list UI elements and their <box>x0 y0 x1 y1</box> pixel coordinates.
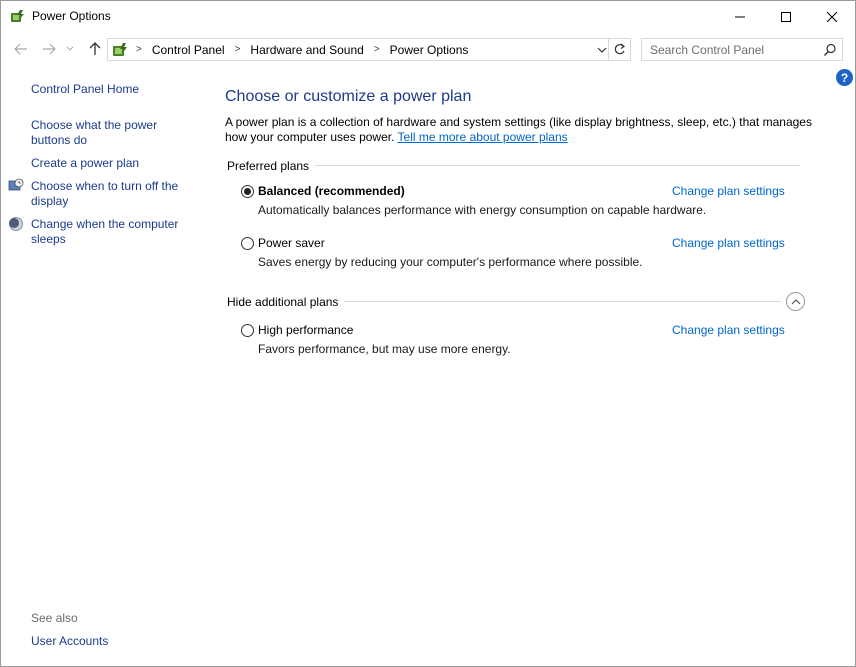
title-bar <box>1 1 855 32</box>
plan-desc-high-performance: Favors performance, but may use more energy. <box>258 342 511 356</box>
section-divider <box>343 301 781 302</box>
control-panel-icon <box>111 41 129 59</box>
search-icon[interactable] <box>822 42 838 58</box>
hide-additional-plans-heading[interactable]: Hide additional plans <box>227 295 344 309</box>
left-pane <box>1 66 211 666</box>
power-options-icon <box>9 8 25 24</box>
up-button[interactable] <box>85 39 105 59</box>
search-box[interactable] <box>641 38 843 61</box>
help-button[interactable]: ? <box>836 69 853 86</box>
tell-me-more-link[interactable]: Tell me more about power plans <box>397 130 568 144</box>
forward-button[interactable] <box>39 39 59 59</box>
change-plan-settings-power-saver[interactable]: Change plan settings <box>672 236 785 250</box>
chevron-right-icon[interactable]: > <box>373 44 380 55</box>
change-plan-settings-high-performance[interactable]: Change plan settings <box>672 323 785 337</box>
chevron-right-icon[interactable]: > <box>136 44 142 55</box>
plan-name-high-performance[interactable]: High performance <box>258 323 354 337</box>
plan-radio-high-performance[interactable] <box>241 324 254 337</box>
crumb-hardware-and-sound[interactable]: Hardware and Sound <box>250 42 364 57</box>
section-divider <box>305 165 800 166</box>
recent-locations-button[interactable] <box>63 39 77 59</box>
maximize-button[interactable] <box>763 1 809 32</box>
plan-name-balanced[interactable]: Balanced (recommended) <box>258 184 405 198</box>
change-plan-settings-balanced[interactable]: Change plan settings <box>672 184 785 198</box>
address-dropdown-button[interactable] <box>594 39 610 60</box>
plan-name-power-saver[interactable]: Power saver <box>258 236 325 250</box>
search-input[interactable] <box>642 39 818 60</box>
back-button[interactable] <box>11 39 31 59</box>
minimize-button[interactable] <box>717 1 763 32</box>
plan-radio-balanced[interactable] <box>241 185 254 198</box>
collapse-button[interactable] <box>786 292 805 311</box>
breadcrumb <box>132 39 468 60</box>
display-clock-icon <box>8 178 24 194</box>
plan-desc-power-saver: Saves energy by reducing your computer's performance where possible. <box>258 255 643 269</box>
address-bar[interactable] <box>107 38 609 61</box>
see-also-heading: See also <box>31 611 78 625</box>
navigation-bar <box>1 32 855 66</box>
refresh-button[interactable] <box>609 38 631 61</box>
intro-description: A power plan is a collection of hardware and system settings (like display brightness, sleep, etc.) that manages how your computer uses power. <box>225 115 812 144</box>
sidebar-item-create-plan[interactable]: Create a power plan <box>31 156 140 170</box>
sidebar-item-turn-off-display[interactable]: Choose when to turn off the display <box>31 179 179 208</box>
page-title: Choose or customize a power plan <box>225 88 472 105</box>
refresh-icon <box>613 43 626 56</box>
user-accounts-link[interactable]: User Accounts <box>31 634 109 648</box>
close-button[interactable] <box>809 1 855 32</box>
intro-text <box>225 115 815 145</box>
sidebar-item-power-buttons[interactable]: Choose what the power buttons do <box>31 118 158 147</box>
plan-radio-power-saver[interactable] <box>241 237 254 250</box>
crumb-control-panel[interactable]: Control Panel <box>151 42 225 57</box>
sidebar-item-computer-sleeps[interactable]: Change when the computer sleeps <box>31 217 179 246</box>
chevron-right-icon[interactable]: > <box>234 44 241 55</box>
moon-sleep-icon <box>8 216 24 232</box>
window-title: Power Options <box>32 9 111 23</box>
plan-desc-balanced: Automatically balances performance with energy consumption on capable hardware. <box>258 203 707 217</box>
chevron-up-icon <box>791 299 801 305</box>
control-panel-home-link[interactable]: Control Panel Home <box>31 82 140 96</box>
preferred-plans-heading: Preferred plans <box>227 159 315 173</box>
crumb-power-options[interactable]: Power Options <box>389 42 469 57</box>
